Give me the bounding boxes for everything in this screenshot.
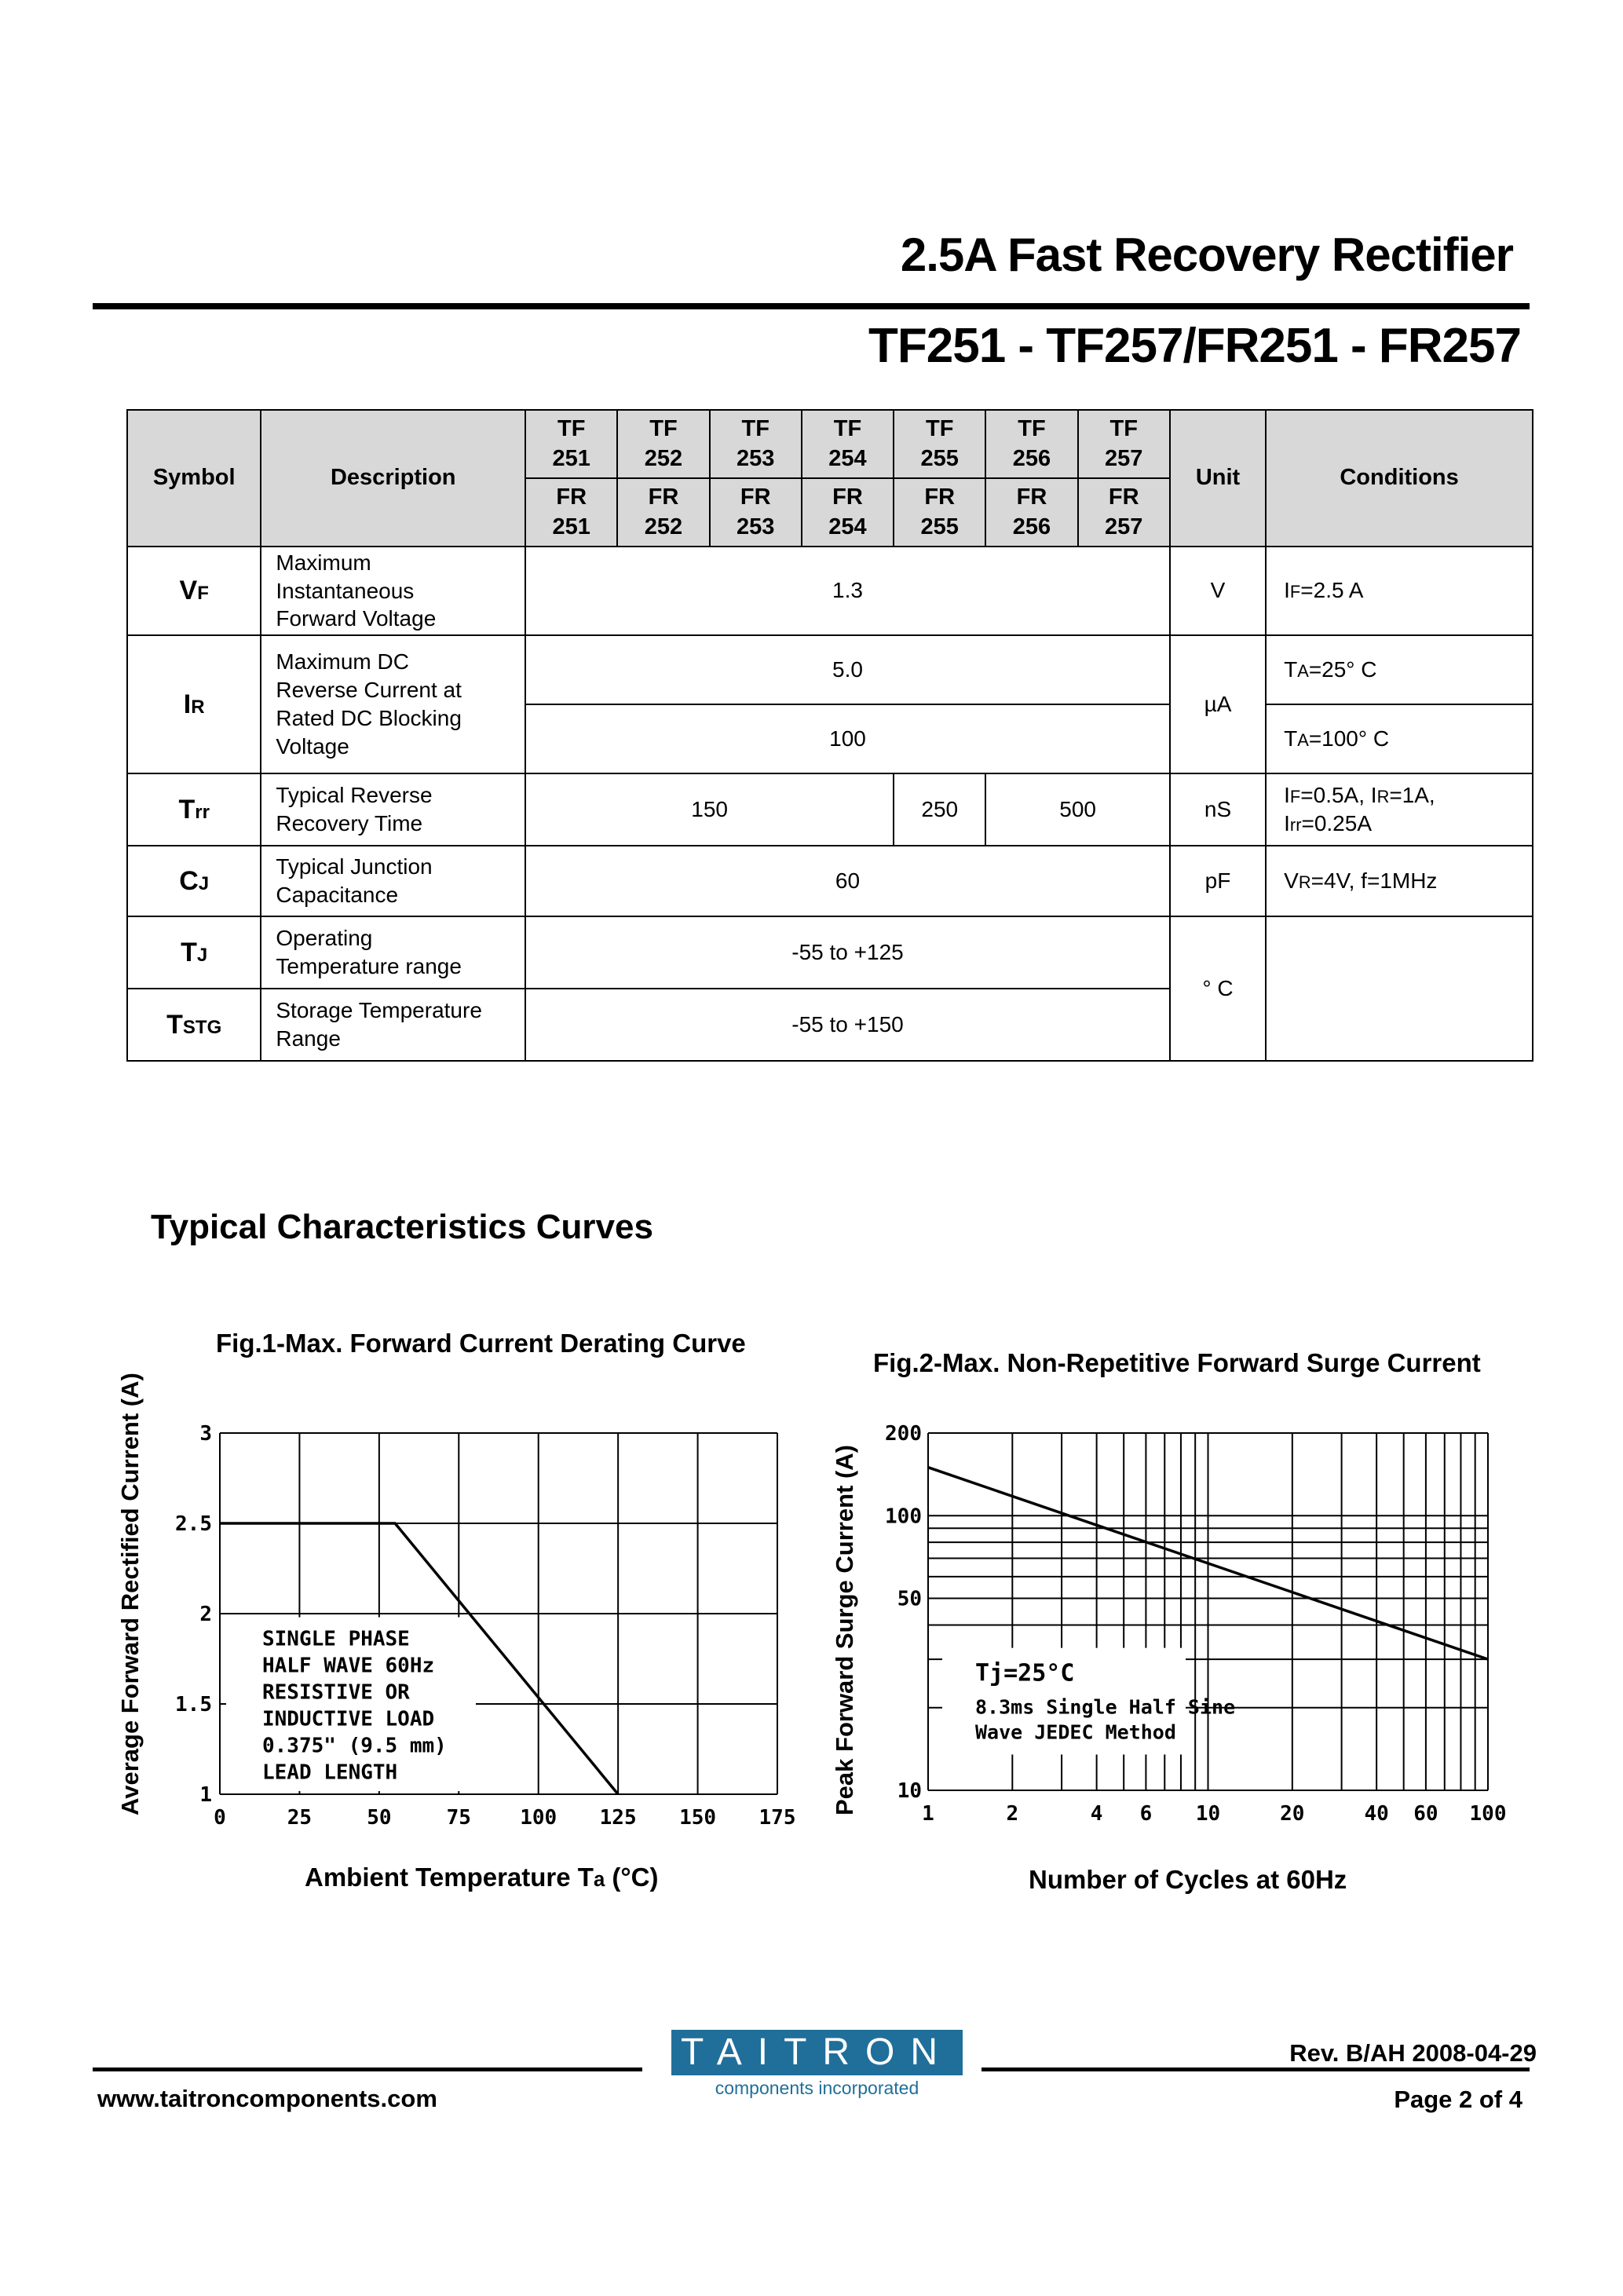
symbol-cj: CJ	[127, 846, 261, 916]
table-row-cj	[127, 846, 1533, 916]
fig1-x-tick-label: 175	[758, 1806, 796, 1830]
fig2-chart	[872, 1413, 1515, 1853]
fig2-annotation-line: Wave JEDEC Method	[975, 1720, 1176, 1744]
value-cj: 60	[525, 846, 1170, 916]
taitron-logo-tagline: components incorporated	[715, 2078, 919, 2098]
fig1-x-axis-label: Ambient Temperature Ta (°C)	[305, 1863, 659, 1892]
description-tj: Operating Temperature range	[261, 916, 525, 989]
fig2-y-axis-label: Peak Forward Surge Current (A)	[831, 1445, 858, 1815]
part-tf253: TF 253	[710, 410, 802, 478]
condition-temperature	[1266, 916, 1533, 1061]
description-ir: Maximum DC Reverse Current at Rated DC Blocking Voltage	[261, 635, 525, 773]
fig2-x-tick-label: 40	[1364, 1802, 1389, 1826]
part-fr251: FR 251	[525, 478, 617, 547]
fig2-x-axis-label: Number of Cycles at 60Hz	[1029, 1865, 1347, 1894]
unit-vf: V	[1170, 547, 1266, 635]
symbol-tstg: TSTG	[127, 989, 261, 1061]
value-ir-100c: 100	[525, 704, 1170, 773]
fig1-x-tick-label: 100	[520, 1806, 557, 1830]
fig1-x-tick-label: 25	[287, 1806, 313, 1830]
footer-divider-left	[93, 2067, 642, 2071]
description-header: Description	[261, 410, 525, 547]
condition-trr: IF=0.5A, IR=1A, Irr=0.25A	[1266, 773, 1533, 846]
unit-temperature: ° C	[1170, 916, 1266, 1061]
part-fr255: FR 255	[894, 478, 985, 547]
fig1-x-tick-label: 125	[599, 1806, 637, 1830]
fig2-x-tick-label: 20	[1280, 1802, 1305, 1826]
fig1-x-tick-label: 75	[446, 1806, 471, 1830]
part-range-title: TF251 - TF257/FR251 - FR257	[868, 319, 1521, 373]
revision-label: Rev. B/AH 2008-04-29	[1289, 2039, 1537, 2067]
fig2-annotation-line: Tj=25°C	[975, 1659, 1075, 1687]
unit-ir: µA	[1170, 635, 1266, 773]
fig1-x-tick-label: 50	[367, 1806, 392, 1830]
fig2-y-tick-label: 50	[897, 1587, 922, 1611]
fig1-y-tick-label: 3	[199, 1422, 212, 1446]
fig1-y-tick-label: 2	[199, 1603, 212, 1626]
unit-header: Unit	[1170, 410, 1266, 547]
fig2-x-tick-label: 6	[1139, 1802, 1153, 1826]
description-vf: Maximum Instantaneous Forward Voltage	[261, 547, 525, 635]
symbol-ir: IR	[127, 635, 261, 773]
symbol-header: Symbol	[127, 410, 261, 547]
symbol-trr: Trr	[127, 773, 261, 846]
part-tf254: TF 254	[802, 410, 894, 478]
unit-cj: pF	[1170, 846, 1266, 916]
fig1-annotation-line: INDUCTIVE LOAD	[262, 1707, 435, 1731]
fig1-title: Fig.1-Max. Forward Current Derating Curve	[216, 1329, 746, 1358]
part-fr257: FR 257	[1078, 478, 1170, 547]
part-fr254: FR 254	[802, 478, 894, 547]
document-title: 2.5A Fast Recovery Rectifier	[900, 229, 1513, 281]
fig2-x-tick-label: 100	[1469, 1802, 1507, 1826]
symbol-vf: VF	[127, 547, 261, 635]
part-tf257: TF 257	[1078, 410, 1170, 478]
header-divider	[93, 303, 1530, 309]
fig1-annotation-line: HALF WAVE 60Hz	[262, 1654, 435, 1678]
condition-ir-100c: TA=100° C	[1266, 704, 1533, 773]
fig1-x-tick-label: 150	[679, 1806, 717, 1830]
fig2-y-tick-label: 10	[897, 1779, 922, 1803]
unit-trr: nS	[1170, 773, 1266, 846]
fig1-annotation-line: LEAD LENGTH	[262, 1760, 398, 1785]
table-row-trr	[127, 773, 1533, 846]
section-title: Typical Characteristics Curves	[151, 1208, 653, 1246]
fig1-annotation-line: RESISTIVE OR	[262, 1680, 410, 1705]
value-ir-25c: 5.0	[525, 635, 1170, 704]
table-row-ir	[127, 635, 1533, 704]
fig1-y-tick-label: 1.5	[175, 1693, 212, 1717]
fig1-annotation-line: SINGLE PHASE	[262, 1627, 410, 1651]
fig1-chart	[157, 1406, 801, 1837]
website-link[interactable]: www.taitroncomponents.com	[97, 2085, 437, 2112]
table-header-row	[127, 410, 1533, 478]
symbol-tj: TJ	[127, 916, 261, 989]
fig1-annotation-line: 0.375" (9.5 mm)	[262, 1734, 447, 1758]
fig2-title: Fig.2-Max. Non-Repetitive Forward Surge Current	[873, 1348, 1481, 1377]
part-fr252: FR 252	[617, 478, 709, 547]
description-cj: Typical Junction Capacitance	[261, 846, 525, 916]
fig1-x-tick-label: 0	[214, 1806, 226, 1830]
value-trr-256-257: 500	[985, 773, 1170, 846]
table-row-vf	[127, 547, 1533, 635]
value-tstg: -55 to +150	[525, 989, 1170, 1061]
fig2-x-tick-label: 10	[1195, 1802, 1221, 1826]
description-tstg: Storage Temperature Range	[261, 989, 525, 1061]
fig1-y-axis-label: Average Forward Rectified Current (A)	[116, 1373, 144, 1815]
electrical-characteristics-table	[126, 409, 1533, 1062]
description-trr: Typical Reverse Recovery Time	[261, 773, 525, 846]
part-tf256: TF 256	[985, 410, 1077, 478]
part-fr256: FR 256	[985, 478, 1077, 547]
fig2-annotation-line: 8.3ms Single Half Sine	[975, 1695, 1236, 1719]
fig2-x-tick-label: 2	[1006, 1802, 1019, 1826]
part-tf255: TF 255	[894, 410, 985, 478]
part-tf252: TF 252	[617, 410, 709, 478]
page-number: Page 2 of 4	[1394, 2086, 1522, 2113]
condition-ir-25c: TA=25° C	[1266, 635, 1533, 704]
fig2-x-tick-label: 4	[1090, 1802, 1103, 1826]
taitron-logo: TAITRON	[671, 2030, 963, 2075]
part-tf251: TF 251	[525, 410, 617, 478]
value-trr-251-254: 150	[525, 773, 894, 846]
footer-divider-right	[981, 2067, 1530, 2071]
value-vf: 1.3	[525, 547, 1170, 635]
fig2-y-tick-label: 100	[885, 1504, 922, 1529]
fig1-y-tick-label: 2.5	[175, 1512, 212, 1536]
condition-vf: IF=2.5 A	[1266, 547, 1533, 635]
conditions-header: Conditions	[1266, 410, 1533, 547]
fig2-x-tick-label: 60	[1413, 1802, 1438, 1826]
fig2-y-tick-label: 200	[885, 1422, 922, 1446]
fig2-x-tick-label: 1	[922, 1802, 934, 1826]
condition-cj: VR=4V, f=1MHz	[1266, 846, 1533, 916]
table-row-tj	[127, 916, 1533, 989]
value-trr-255: 250	[894, 773, 985, 846]
part-fr253: FR 253	[710, 478, 802, 547]
fig1-y-tick-label: 1	[199, 1783, 212, 1807]
value-tj: -55 to +125	[525, 916, 1170, 989]
